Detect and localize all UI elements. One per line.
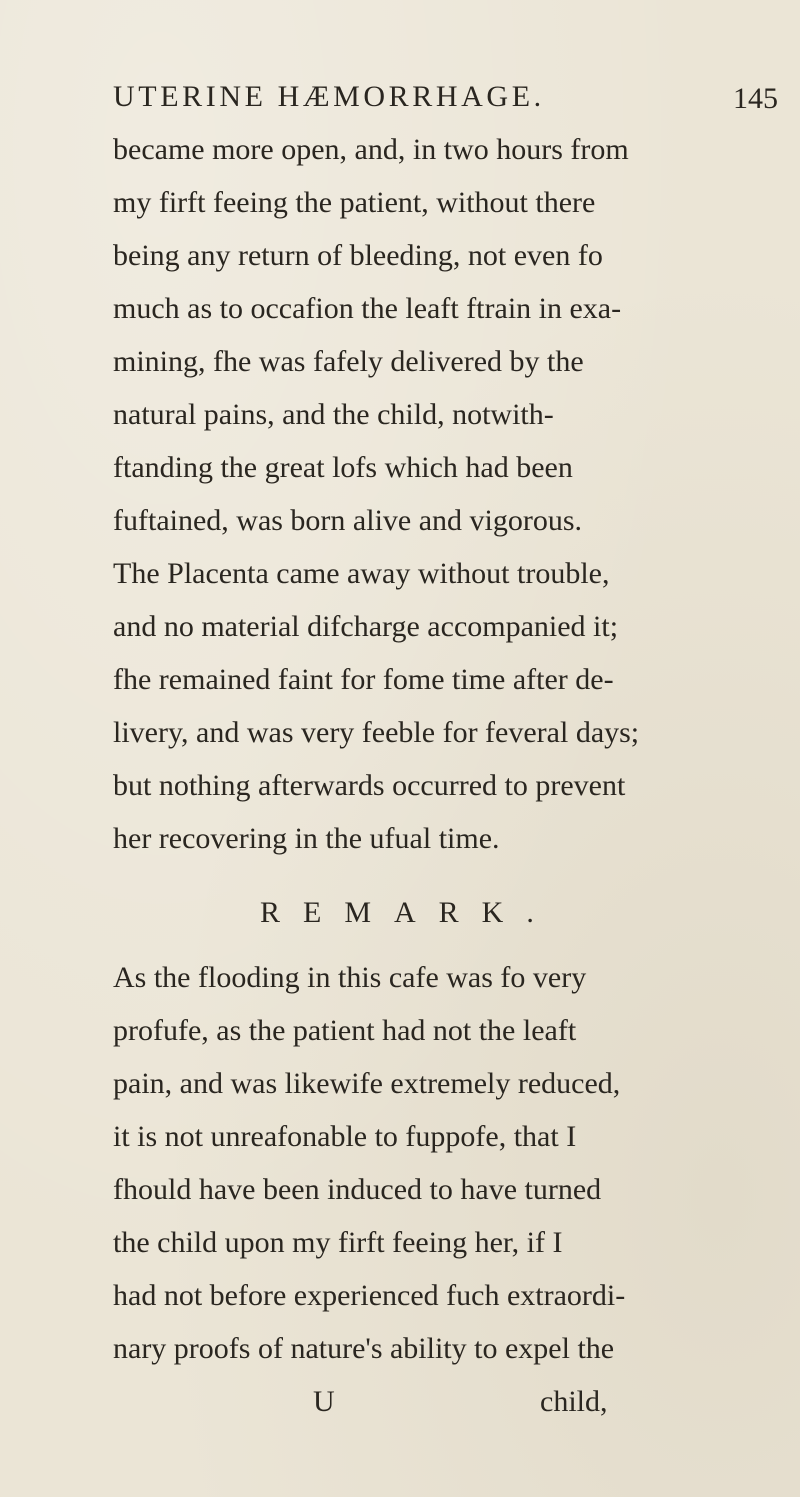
text-line: became more open, and, in two hours from — [113, 133, 629, 166]
text-line: much as to occafion the leaft ftrain in exa- — [113, 292, 622, 325]
text-line: fuftained, was born alive and vigorous. — [113, 504, 583, 537]
text-line: The Placenta came away without trouble, — [113, 557, 610, 590]
page-header — [113, 80, 798, 130]
text-line: fhe remained faint for fome time after de- — [113, 663, 614, 696]
text-line: livery, and was very feeble for feveral days; — [113, 716, 640, 749]
text-line: fhould have been induced to have turned — [113, 1173, 602, 1206]
text-line: mining, fhe was fafely delivered by the — [113, 345, 584, 378]
text-line: had not before experienced fuch extraordi- — [113, 1279, 626, 1312]
text-line: profufe, as the patient had not the leaft — [113, 1014, 577, 1047]
remark-heading: REMARK. — [260, 896, 557, 929]
text-line: As the flooding in this cafe was fo very — [113, 961, 587, 994]
running-head: UTERINE HÆMORRHAGE. — [113, 80, 545, 113]
text-line: her recovering in the ufual time. — [113, 822, 500, 855]
text-line: my firft feeing the patient, without there — [113, 186, 596, 219]
text-line: being any return of bleeding, not even fo — [113, 239, 603, 272]
page-number: 145 — [733, 82, 778, 115]
text-line: ftanding the great lofs which had been — [113, 451, 573, 484]
text-line: nary proofs of nature's ability to expel the — [113, 1332, 615, 1365]
text-line: and no material difcharge accompanied it; — [113, 610, 619, 643]
text-line: the child upon my firft feeing her, if I — [113, 1226, 563, 1259]
text-line: pain, and was likewife extremely reduced, — [113, 1067, 621, 1100]
catchword: child, — [540, 1385, 608, 1418]
text-line: natural pains, and the child, notwith- — [113, 398, 554, 431]
signature-mark: U — [313, 1385, 335, 1418]
text-line: it is not unreafonable to fuppofe, that I — [113, 1120, 577, 1153]
text-line: but nothing afterwards occurred to prevent — [113, 769, 626, 802]
